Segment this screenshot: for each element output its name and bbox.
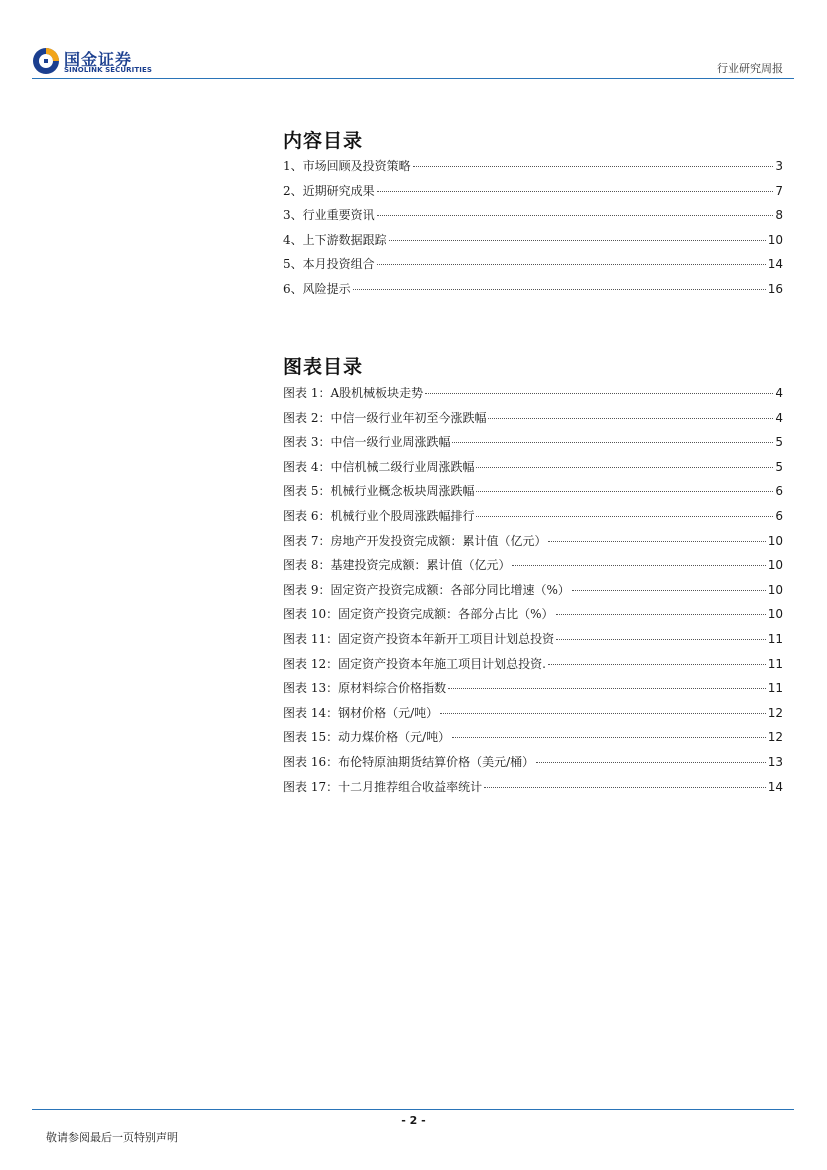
toc-entry[interactable] <box>283 182 783 207</box>
figure-entry-page: 10 <box>767 533 783 548</box>
toc-leader <box>548 540 765 542</box>
toc-entry-page: 14 <box>767 257 783 272</box>
figure-entry[interactable] <box>283 482 783 507</box>
figure-entry-page: 6 <box>775 484 783 499</box>
figure-entry-page: 13 <box>767 754 783 769</box>
figure-entry-label: 图表 6：机械行业个股周涨跌幅排行 <box>283 508 475 523</box>
report-type: 行业研究周报 <box>717 62 783 75</box>
figure-entry-label: 图表 8：基建投资完成额：累计值（亿元） <box>283 558 511 573</box>
figure-entry[interactable] <box>283 532 783 557</box>
figure-entry[interactable] <box>283 384 783 409</box>
toc-leader <box>448 687 766 689</box>
figure-entry[interactable] <box>283 655 783 680</box>
figure-entry-label: 图表 10：固定资产投资完成额：各部分占比（%） <box>283 607 554 622</box>
toc-leader <box>452 736 766 738</box>
content-toc-list <box>283 157 783 305</box>
toc-entry-label: 3、行业重要资讯 <box>283 208 375 223</box>
figure-toc-title: 图表目录 <box>283 356 364 378</box>
toc-leader <box>476 515 773 517</box>
header-divider <box>32 78 794 79</box>
toc-leader <box>377 190 774 192</box>
figure-entry-page: 11 <box>767 631 783 646</box>
figure-entry-label: 图表 1：A股机械板块走势 <box>283 386 424 400</box>
figure-entry-label: 图表 4：中信机械二级行业周涨跌幅 <box>283 459 475 474</box>
figure-entry-page: 10 <box>767 558 783 573</box>
figure-entry-page: 10 <box>767 582 783 597</box>
figure-entry-label: 图表 9：固定资产投资完成额：各部分同比增速（%） <box>283 582 570 597</box>
disclaimer-note: 敬请参阅最后一页特别声明 <box>46 1131 178 1144</box>
toc-leader <box>476 466 773 468</box>
figure-entry-label: 图表 11：固定资产投资本年新开工项目计划总投资 <box>283 631 555 646</box>
toc-leader <box>488 417 773 419</box>
figure-entry-label: 图表 5：机械行业概念板块周涨跌幅 <box>283 484 475 499</box>
figure-entry[interactable] <box>283 507 783 532</box>
logo-chinese-name: 国金证券 <box>64 50 133 69</box>
figure-entry[interactable] <box>283 778 783 803</box>
figure-entry-label: 图表 17：十二月推荐组合收益率统计 <box>283 779 483 794</box>
toc-entry[interactable] <box>283 231 783 256</box>
figure-toc-list <box>283 384 783 802</box>
figure-entry[interactable] <box>283 409 783 434</box>
figure-entry[interactable] <box>283 556 783 581</box>
figure-entry-page: 5 <box>775 459 783 474</box>
toc-entry-page: 8 <box>775 208 783 223</box>
footer-divider <box>32 1109 794 1110</box>
toc-entry-label: 5、本月投资组合 <box>283 257 375 272</box>
toc-leader <box>353 288 766 290</box>
figure-entry-page: 5 <box>775 435 783 450</box>
figure-entry[interactable] <box>283 605 783 630</box>
page-number: - 2 - <box>401 1114 426 1127</box>
toc-entry-page: 3 <box>775 159 783 173</box>
figure-entry-label: 图表 2：中信一级行业年初至今涨跌幅 <box>283 410 487 425</box>
figure-entry-page: 12 <box>767 705 783 720</box>
figure-entry[interactable] <box>283 458 783 483</box>
toc-entry-page: 7 <box>775 183 783 198</box>
toc-entry-label: 6、风险提示 <box>283 281 351 296</box>
figure-entry[interactable] <box>283 433 783 458</box>
figure-entry-label: 图表 12：固定资产投资本年施工项目计划总投资. <box>283 656 546 671</box>
content-toc-title: 内容目录 <box>283 130 364 152</box>
toc-leader <box>425 392 773 394</box>
logo-english-name: SINOLINK SECURITIES <box>64 66 152 74</box>
figure-entry[interactable] <box>283 679 783 704</box>
sinolink-logo-icon <box>32 47 60 75</box>
toc-leader <box>556 613 766 615</box>
toc-leader <box>484 786 766 788</box>
toc-leader <box>377 263 766 265</box>
toc-entry[interactable] <box>283 206 783 231</box>
toc-entry-label: 1、市场回顾及投资策略 <box>283 159 411 173</box>
figure-entry[interactable] <box>283 728 783 753</box>
figure-entry-page: 4 <box>775 410 783 425</box>
toc-leader <box>556 638 766 640</box>
toc-entry-page: 10 <box>767 232 783 247</box>
toc-entry[interactable] <box>283 280 783 305</box>
figure-entry-page: 4 <box>775 386 783 400</box>
figure-entry-label: 图表 3：中信一级行业周涨跌幅 <box>283 435 451 450</box>
toc-leader <box>389 239 766 241</box>
toc-leader <box>512 564 765 566</box>
toc-leader <box>377 214 774 216</box>
toc-entry-page: 16 <box>767 281 783 296</box>
toc-entry[interactable] <box>283 157 783 182</box>
toc-leader <box>536 761 766 763</box>
figure-entry-page: 14 <box>767 779 783 794</box>
figure-entry-label: 图表 13：原材料综合价格指数 <box>283 681 447 696</box>
toc-leader <box>476 490 773 492</box>
toc-leader <box>548 663 766 665</box>
toc-entry-label: 2、近期研究成果 <box>283 183 375 198</box>
toc-leader <box>572 589 766 591</box>
toc-leader <box>452 441 773 443</box>
figure-entry-page: 10 <box>767 607 783 622</box>
figure-entry-page: 6 <box>775 508 783 523</box>
figure-entry-label: 图表 7：房地产开发投资完成额：累计值（亿元） <box>283 533 547 548</box>
toc-leader <box>440 712 766 714</box>
figure-entry-page: 12 <box>767 730 783 745</box>
figure-entry[interactable] <box>283 630 783 655</box>
figure-entry-label: 图表 15：动力煤价格（元/吨） <box>283 730 451 745</box>
figure-entry[interactable] <box>283 581 783 606</box>
figure-entry-label: 图表 14：钢材价格（元/吨） <box>283 705 439 720</box>
figure-entry-page: 11 <box>767 656 783 671</box>
toc-entry[interactable] <box>283 255 783 280</box>
figure-entry[interactable] <box>283 704 783 729</box>
figure-entry-page: 11 <box>767 681 783 696</box>
figure-entry-label: 图表 16：布伦特原油期货结算价格（美元/桶） <box>283 754 535 769</box>
figure-entry[interactable] <box>283 753 783 778</box>
toc-entry-label: 4、上下游数据跟踪 <box>283 232 387 247</box>
toc-leader <box>413 165 774 167</box>
